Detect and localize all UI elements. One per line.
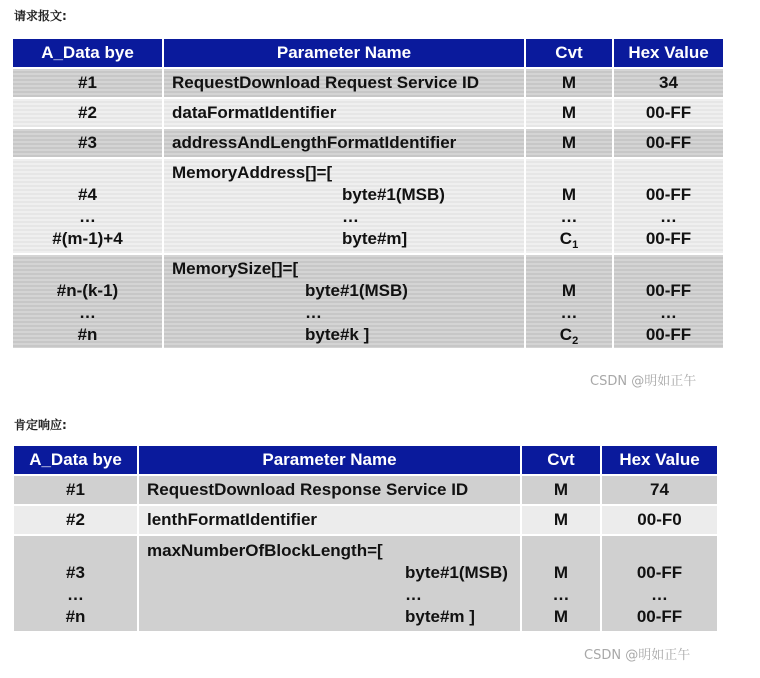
- cell-parameter-name: [163, 254, 525, 348]
- cvt-letter: C: [559, 229, 573, 248]
- cell-cvt: [521, 535, 601, 631]
- cell-hex: 74: [601, 475, 717, 505]
- maxblock-cvt-2: M: [553, 606, 569, 626]
- table-row-max-block-length: [14, 535, 717, 631]
- maxblock-name-1: …: [405, 584, 422, 604]
- cell-cvt: M: [521, 475, 601, 505]
- request-header-row: [13, 39, 723, 68]
- cell-hex: 00-FF: [613, 128, 723, 158]
- cell-hex: [613, 158, 723, 254]
- cvt-letter: C: [559, 324, 573, 344]
- memsize-hex-2: 00-FF: [645, 324, 692, 344]
- memaddr-cvt-2: [526, 228, 612, 250]
- memaddr-name-0: byte#1(MSB): [342, 185, 445, 204]
- watermark: CSDN @明如正午: [584, 648, 691, 663]
- memsize-hex-1: …: [660, 302, 677, 322]
- cell-hex: 00-FF: [613, 98, 723, 128]
- cell-hex: [613, 254, 723, 348]
- request-table: [13, 39, 723, 348]
- maxblock-a-1: …: [67, 584, 84, 604]
- cell-parameter-name: dataFormatIdentifier: [163, 98, 525, 128]
- memaddr-hex-1: …: [660, 207, 677, 226]
- cell-a-data: [13, 254, 163, 348]
- memsize-a-1: …: [79, 302, 96, 322]
- col-header-a-data: A_Data bye: [14, 446, 138, 475]
- maxblock-a-2: #n: [65, 606, 86, 626]
- maxblock-hex-0: 00-FF: [636, 562, 683, 582]
- memaddr-a-1: …: [79, 207, 96, 226]
- memaddr-hex-2: 00-FF: [645, 229, 692, 248]
- response-header-row: [14, 446, 717, 475]
- cell-a-data: [14, 535, 138, 631]
- cell-a-data: #1: [14, 475, 138, 505]
- table-row: [13, 98, 723, 128]
- col-header-hex-value: Hex Value: [601, 446, 717, 475]
- cell-cvt: M: [525, 128, 613, 158]
- cell-parameter-name: [138, 535, 521, 631]
- cell-parameter-name: lenthFormatIdentifier: [138, 505, 521, 535]
- response-heading: 肯定响应:: [14, 418, 67, 432]
- memsize-a-0: #n-(k-1): [56, 280, 119, 300]
- table-row: [13, 68, 723, 98]
- maxblock-cvt-1: …: [552, 584, 570, 604]
- memaddr-name-1: …: [342, 207, 359, 226]
- table-row: [14, 475, 717, 505]
- maxblock-hex-2: 00-FF: [636, 606, 683, 626]
- memaddr-hex-0: 00-FF: [645, 185, 692, 204]
- cell-parameter-name: RequestDownload Response Service ID: [138, 475, 521, 505]
- cell-cvt: M: [525, 98, 613, 128]
- response-table: [14, 446, 717, 631]
- cell-hex: 00-F0: [601, 505, 717, 535]
- maxblock-cvt-0: M: [553, 562, 569, 582]
- memsize-hex-0: 00-FF: [645, 280, 692, 300]
- cell-a-data: [13, 158, 163, 254]
- table-row-memory-address: [13, 158, 723, 254]
- col-header-cvt: Cvt: [521, 446, 601, 475]
- memaddr-a-0: #4: [78, 185, 97, 204]
- memaddr-title: MemoryAddress[]=[: [172, 163, 333, 182]
- cell-parameter-name: addressAndLengthFormatIdentifier: [163, 128, 525, 158]
- table-row: [14, 505, 717, 535]
- cell-parameter-name: RequestDownload Request Service ID: [163, 68, 525, 98]
- memaddr-cvt-1: …: [560, 207, 578, 226]
- cell-a-data: #2: [14, 505, 138, 535]
- cell-cvt: [525, 254, 613, 348]
- maxblock-name-0: byte#1(MSB): [405, 562, 508, 582]
- table-row: [13, 128, 723, 158]
- memsize-title: MemorySize[]=[: [172, 258, 299, 278]
- memsize-name-0: byte#1(MSB): [305, 280, 408, 300]
- col-header-parameter-name: Parameter Name: [138, 446, 521, 475]
- cell-a-data: #2: [13, 98, 163, 128]
- cell-cvt: [525, 158, 613, 254]
- col-header-hex-value: Hex Value: [613, 39, 723, 68]
- cell-hex: 34: [613, 68, 723, 98]
- maxblock-name-2: byte#m ]: [405, 606, 475, 626]
- cell-parameter-name: [163, 158, 525, 254]
- cvt-subscript: 1: [572, 239, 579, 251]
- cell-hex: [601, 535, 717, 631]
- col-header-a-data: A_Data bye: [13, 39, 163, 68]
- cell-a-data: #1: [13, 68, 163, 98]
- request-heading: 请求报文:: [14, 9, 67, 23]
- memaddr-cvt-0: M: [561, 185, 577, 204]
- maxblock-title: maxNumberOfBlockLength=[: [147, 540, 383, 560]
- memsize-cvt-0: M: [561, 280, 577, 300]
- cell-cvt: M: [521, 505, 601, 535]
- cell-a-data: #3: [13, 128, 163, 158]
- memaddr-a-2: #(m-1)+4: [52, 229, 123, 248]
- memsize-name-1: …: [305, 302, 322, 322]
- memsize-cvt-1: …: [560, 302, 578, 322]
- col-header-parameter-name: Parameter Name: [163, 39, 525, 68]
- memsize-name-2: byte#k ]: [305, 324, 370, 344]
- table-row-memory-size: [13, 254, 723, 348]
- maxblock-a-0: #3: [66, 562, 85, 582]
- maxblock-hex-1: …: [651, 584, 668, 604]
- memaddr-name-2: byte#m]: [342, 229, 408, 248]
- memsize-a-2: #n: [77, 324, 98, 344]
- cvt-subscript: 2: [572, 334, 579, 347]
- col-header-cvt: Cvt: [525, 39, 613, 68]
- cell-cvt: M: [525, 68, 613, 98]
- memsize-cvt-2: [526, 324, 612, 346]
- watermark: CSDN @明如正午: [590, 374, 697, 389]
